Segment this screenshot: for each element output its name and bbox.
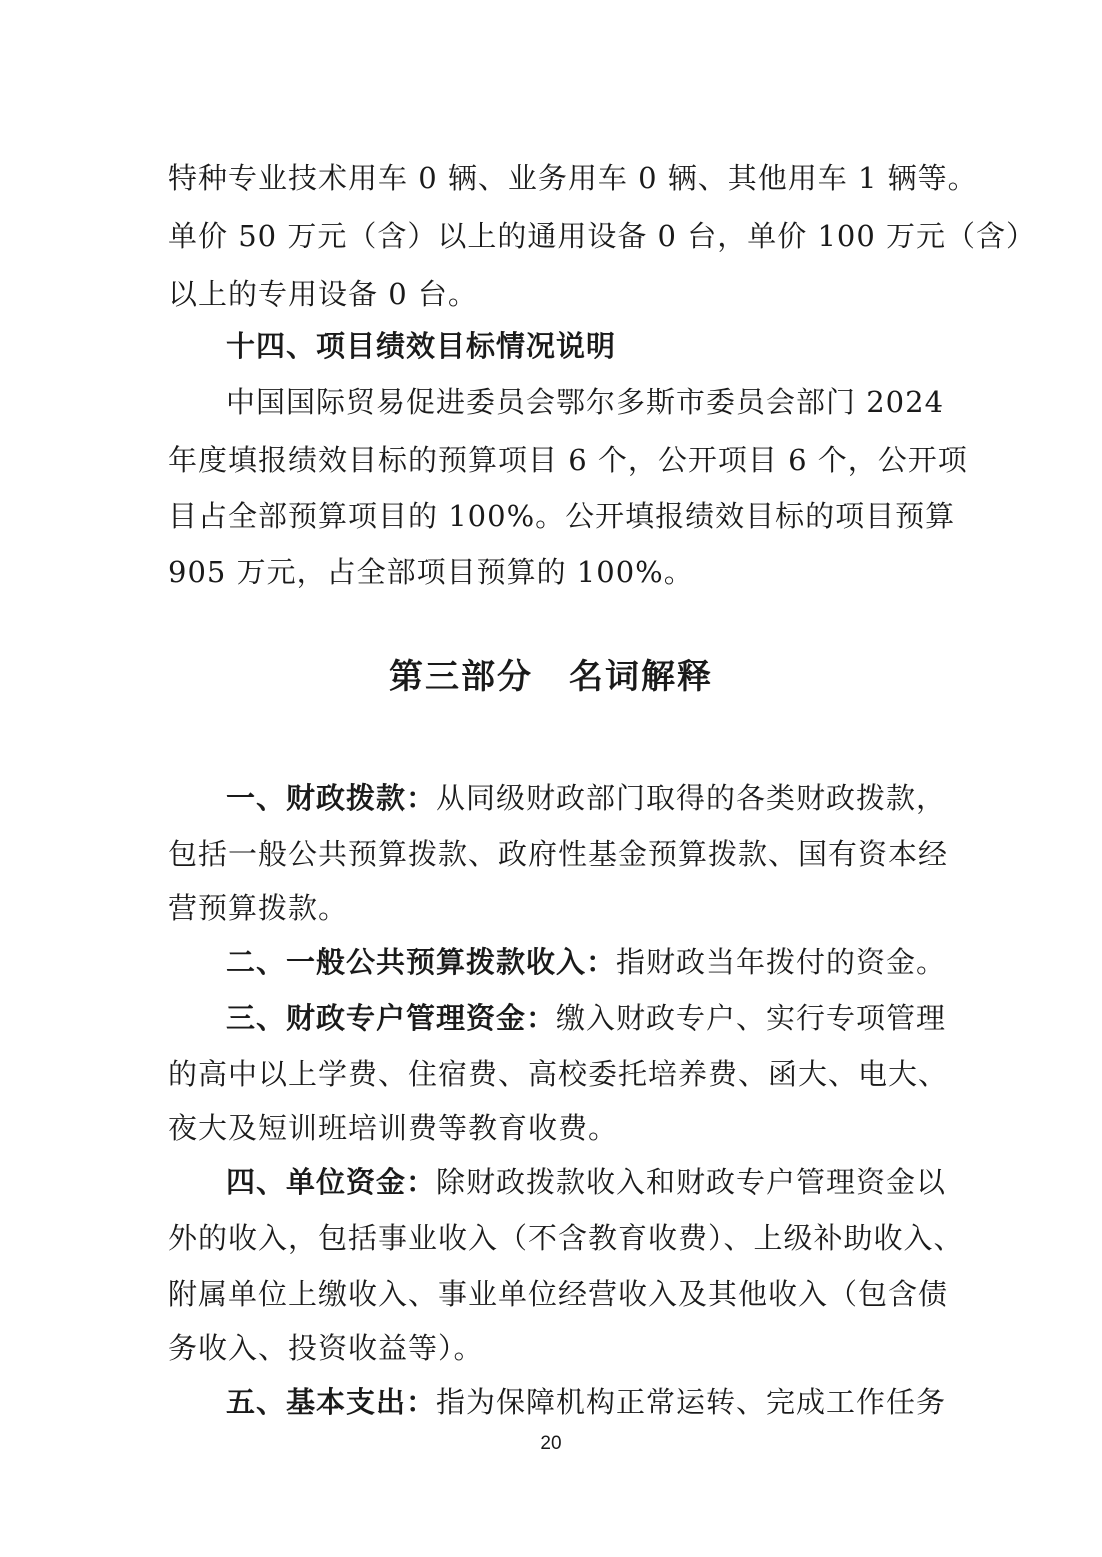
definition-text: 除财政拨款收入和财政专户管理资金以 (436, 1165, 947, 1199)
definition-item (226, 1382, 947, 1422)
definition-text: 缴入财政专户、实行专项管理 (556, 1001, 947, 1035)
body-line: 的高中以上学费、住宿费、高校委托培养费、函大、电大、 (168, 1057, 949, 1091)
body-line: 年度填报绩效目标的预算项目 6 个，公开项目 6 个，公开项 (168, 443, 968, 477)
definition-text: 指为保障机构正常运转、完成工作任务 (436, 1385, 947, 1419)
definition-text: 指财政当年拨付的资金。 (616, 945, 947, 979)
body-line: 905 万元，占全部项目预算的 100%。 (168, 555, 694, 589)
section-title: 第三部分 名词解释 (389, 657, 713, 697)
subsection-heading: 十四、项目绩效目标情况说明 (226, 329, 617, 363)
body-line: 单价 50 万元（含）以上的通用设备 0 台，单价 100 万元（含） (168, 219, 1037, 253)
definition-item (226, 1162, 947, 1202)
body-line: 包括一般公共预算拨款、政府性基金预算拨款、国有资本经 (168, 837, 949, 871)
body-line: 外的收入，包括事业收入（不含教育收费）、上级补助收入、 (168, 1221, 964, 1255)
body-line: 以上的专用设备 0 台。 (168, 277, 478, 311)
body-line: 特种专业技术用车 0 辆、业务用车 0 辆、其他用车 1 辆等。 (168, 161, 978, 195)
body-line: 中国国际贸易促进委员会鄂尔多斯市委员会部门 2024 (226, 385, 945, 419)
body-line: 夜大及短训班培训费等教育收费。 (168, 1111, 619, 1145)
definition-text: 从同级财政部门取得的各类财政拨款， (436, 781, 947, 815)
definition-item (226, 778, 947, 818)
definition-term: 一、财政拨款： (226, 781, 437, 815)
definition-term: 三、财政专户管理资金： (226, 1001, 557, 1035)
definition-term: 五、基本支出： (226, 1385, 437, 1419)
page-number: 20 (540, 1433, 562, 1454)
body-line: 务收入、投资收益等）。 (168, 1331, 484, 1365)
definition-item (226, 942, 947, 982)
definition-term: 二、一般公共预算拨款收入： (226, 945, 617, 979)
body-line: 目占全部预算项目的 100%。公开填报绩效目标的项目预算 (168, 499, 956, 533)
body-line: 附属单位上缴收入、事业单位经营收入及其他收入（包含债 (168, 1277, 949, 1311)
definition-item (226, 998, 947, 1038)
body-line: 营预算拨款。 (168, 891, 349, 925)
definition-term: 四、单位资金： (226, 1165, 437, 1199)
